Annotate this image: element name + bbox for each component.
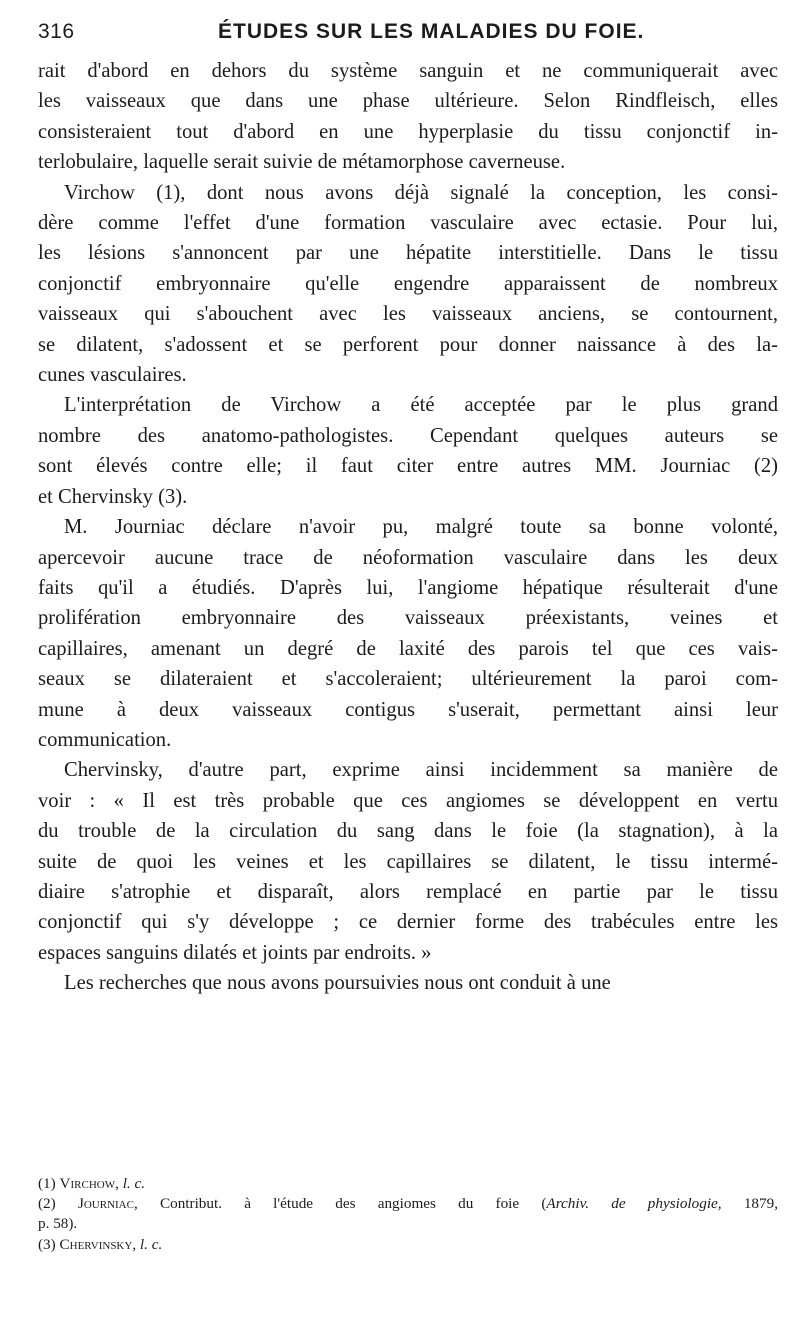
text-line: seaux se dilateraient et s'accoleraient; ultérieurement la paroi com- bbox=[38, 668, 778, 691]
footnote-page: p. 58). bbox=[38, 1215, 78, 1233]
footnote-number: (2) bbox=[38, 1195, 56, 1213]
text-line: suite de quoi les veines et les capillaires se dilatent, le tissu intermé- bbox=[38, 850, 778, 873]
page-number: 316 bbox=[38, 20, 75, 43]
text-line: Chervinsky, d'autre part, exprime ainsi incidemment sa manière de bbox=[64, 759, 778, 782]
text-line: vaisseaux qui s'abouchent avec les vaisseaux anciens, se contournent, bbox=[38, 303, 778, 326]
text-line: et Chervinsky (3). bbox=[38, 485, 188, 508]
page-title: ÉTUDES SUR LES MALADIES DU FOIE. bbox=[218, 20, 645, 43]
footnote-year: 1879, bbox=[721, 1195, 778, 1213]
footnote-text: Contribut. à l'étude des angiomes du foie ( bbox=[159, 1195, 547, 1213]
text-line: voir : « Il est très probable que ces angiomes se développent en vertu bbox=[38, 789, 778, 812]
footnote-1 bbox=[38, 1174, 778, 1194]
text-line: les vaisseaux que dans une phase ultérieure. Selon Rindfleisch, elles bbox=[38, 90, 778, 113]
text-line: consisteraient tout d'abord en une hyperplasie du tissu conjonctif in- bbox=[38, 120, 778, 143]
text-line: dère comme l'effet d'une formation vasculaire avec ectasie. Pour lui, bbox=[38, 212, 778, 235]
footnote-author: Chervinsky, bbox=[59, 1235, 137, 1253]
text-line: Virchow (1), dont nous avons déjà signalé la conception, les consi- bbox=[64, 181, 778, 204]
body-text bbox=[38, 56, 778, 999]
text-line: se dilatent, s'adossent et se perforent pour donner naissance à des la- bbox=[38, 333, 778, 356]
text-line: Les recherches que nous avons poursuivies nous ont conduit à une bbox=[64, 972, 611, 995]
text-line: prolifération embryonnaire des vaisseaux préexistants, veines et bbox=[38, 607, 778, 630]
text-line: espaces sanguins dilatés et joints par endroits. » bbox=[38, 941, 432, 964]
text-line: conjonctif embryonnaire qu'elle engendre apparaissent de nombreux bbox=[38, 272, 778, 295]
footnotes bbox=[38, 1174, 778, 1255]
text-line: mune à deux vaisseaux contigus s'userait, permettant ainsi leur bbox=[38, 698, 778, 721]
text-line: faits qu'il a étudiés. D'après lui, l'angiome hépatique résulterait d'une bbox=[38, 576, 778, 599]
text-line: terlobulaire, laquelle serait suivie de métamorphose caverneuse. bbox=[38, 151, 566, 174]
footnote-reference: l. c. bbox=[139, 1235, 163, 1253]
text-line: capillaires, amenant un degré de laxité des parois tel que ces vais- bbox=[38, 637, 778, 660]
text-line: sont élevés contre elle; il faut citer entre autres MM. Journiac (2) bbox=[38, 455, 778, 478]
footnote-2 bbox=[38, 1194, 778, 1214]
footnote-source: Archiv. de physiologie, bbox=[546, 1195, 722, 1213]
footnote-author: Virchow, bbox=[59, 1175, 119, 1192]
text-line: les lésions s'annoncent par une hépatite interstitielle. Dans le tissu bbox=[38, 242, 778, 265]
text-line: cunes vasculaires. bbox=[38, 364, 187, 387]
footnote-reference: l. c. bbox=[122, 1175, 146, 1192]
footnote-number: (1) bbox=[38, 1175, 56, 1192]
text-line: rait d'abord en dehors du système sanguin et ne communiquerait avec bbox=[38, 60, 778, 82]
text-line: L'interprétation de Virchow a été acceptée par le plus grand bbox=[64, 394, 778, 417]
footnote-number: (3) bbox=[38, 1235, 56, 1253]
text-line: nombre des anatomo-pathologistes. Cependant quelques auteurs se bbox=[38, 424, 778, 447]
text-line: du trouble de la circulation du sang dans le foie (la stagnation), à la bbox=[38, 820, 778, 843]
text-line: conjonctif qui s'y développe ; ce dernier forme des trabécules entre les bbox=[38, 911, 778, 934]
footnote-3 bbox=[38, 1235, 778, 1255]
running-header bbox=[38, 20, 778, 48]
footnote-2-continuation bbox=[38, 1214, 778, 1234]
text-line: communication. bbox=[38, 728, 172, 751]
text-line: apercevoir aucune trace de néoformation vasculaire dans les deux bbox=[38, 546, 778, 569]
footnote-author: Journiac, bbox=[77, 1195, 138, 1213]
text-line: diaire s'atrophie et disparaît, alors remplacé en partie par le tissu bbox=[38, 880, 778, 903]
text-line: M. Journiac déclare n'avoir pu, malgré toute sa bonne volonté, bbox=[64, 516, 778, 539]
